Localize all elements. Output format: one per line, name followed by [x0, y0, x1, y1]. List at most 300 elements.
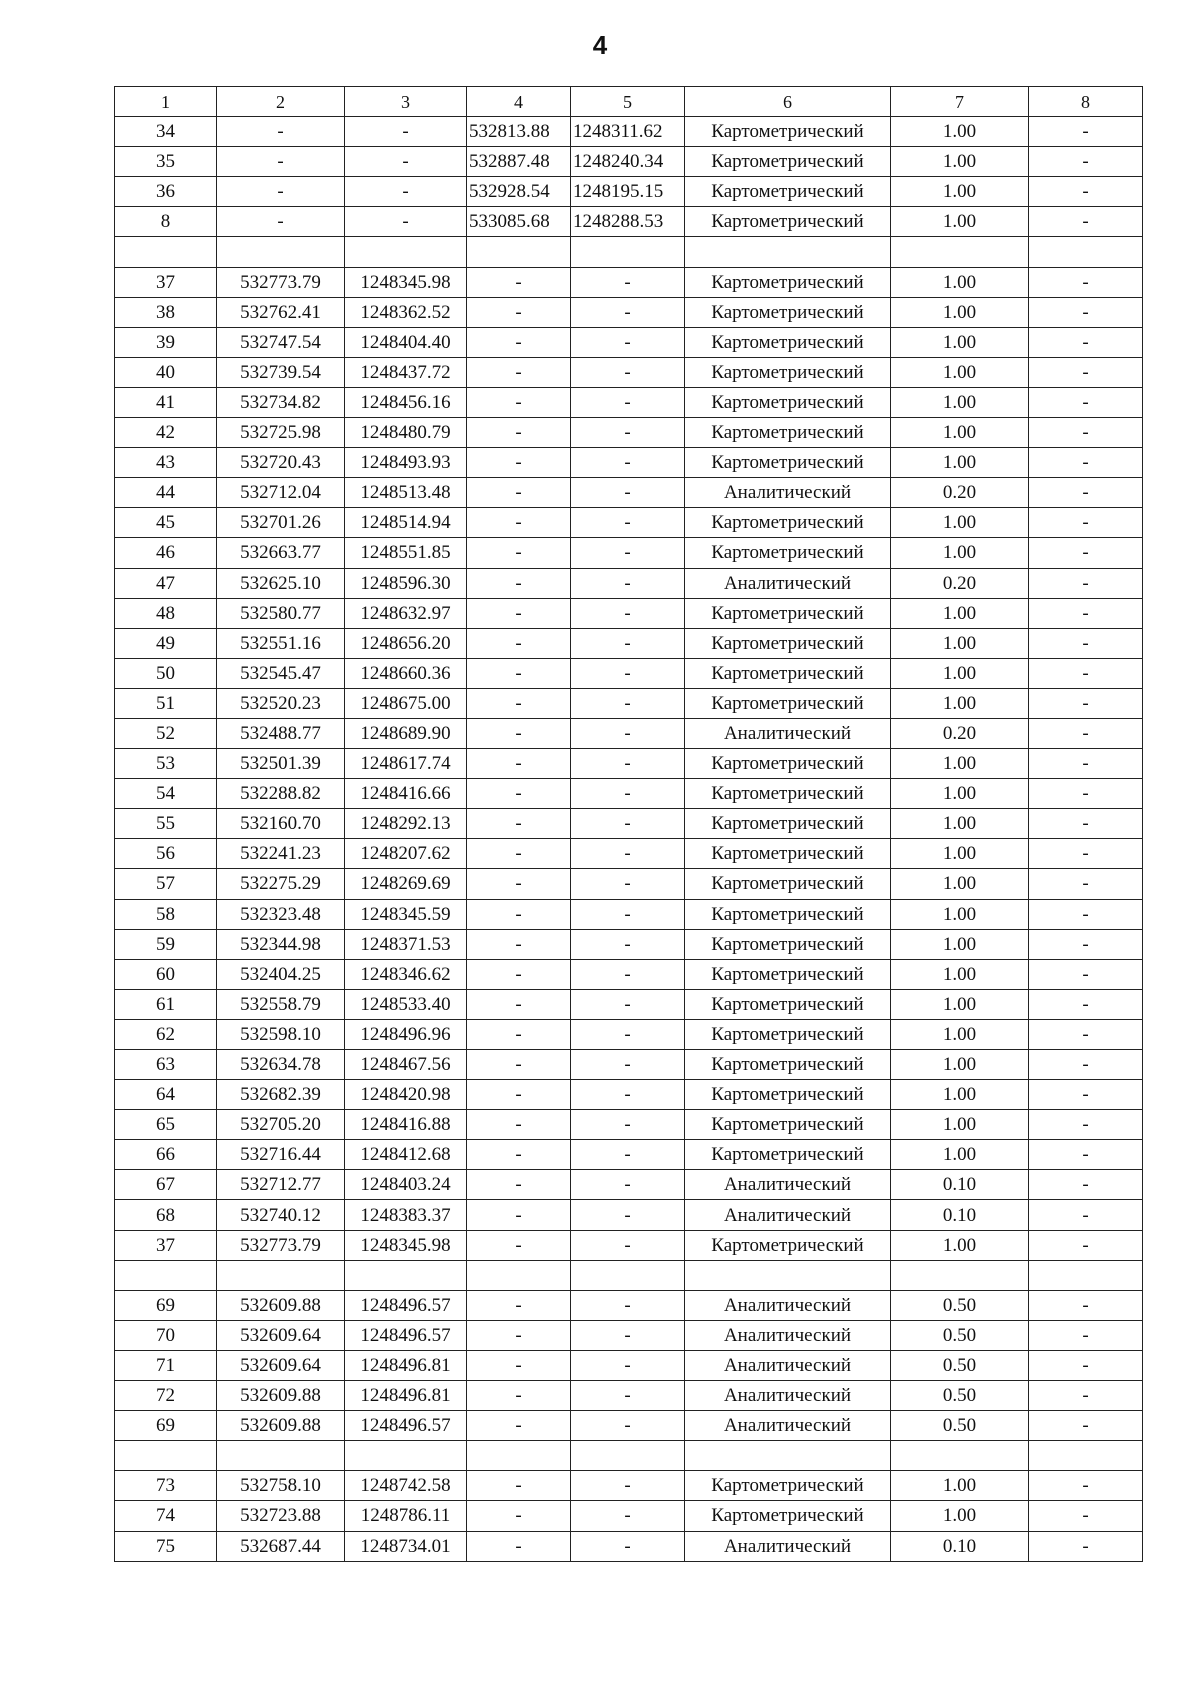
- point-number-cell: 49: [115, 628, 217, 658]
- accuracy-cell: 1.00: [891, 1230, 1029, 1260]
- y-coordinate-cell: 1248493.93: [345, 448, 467, 478]
- table-row: [115, 1471, 1143, 1501]
- y-alt-coordinate-cell: -: [571, 508, 685, 538]
- accuracy-cell: 1.00: [891, 899, 1029, 929]
- accuracy-cell: 1.00: [891, 1471, 1029, 1501]
- note-cell: -: [1029, 1501, 1143, 1531]
- point-number-cell: 42: [115, 418, 217, 448]
- x-coordinate-cell: 532344.98: [217, 929, 345, 959]
- note-cell: -: [1029, 177, 1143, 207]
- x-alt-coordinate-cell: -: [467, 989, 571, 1019]
- y-coordinate-cell: 1248383.37: [345, 1200, 467, 1230]
- method-cell: Картометрический: [685, 839, 891, 869]
- x-alt-coordinate-cell: -: [467, 809, 571, 839]
- y-coordinate-cell: 1248496.57: [345, 1320, 467, 1350]
- point-number-cell: 74: [115, 1501, 217, 1531]
- point-number-cell: 72: [115, 1381, 217, 1411]
- point-number-cell: 69: [115, 1290, 217, 1320]
- accuracy-cell: 0.10: [891, 1200, 1029, 1230]
- accuracy-cell: 1.00: [891, 779, 1029, 809]
- method-cell: Аналитический: [685, 718, 891, 748]
- accuracy-cell: 1.00: [891, 749, 1029, 779]
- table-separator-row: [115, 1260, 1143, 1290]
- point-number-cell: 55: [115, 809, 217, 839]
- x-alt-coordinate-cell: -: [467, 1110, 571, 1140]
- x-coordinate-cell: 532545.47: [217, 658, 345, 688]
- y-coordinate-cell: 1248660.36: [345, 658, 467, 688]
- table-header-row: [115, 87, 1143, 117]
- point-number-cell: 44: [115, 478, 217, 508]
- x-coordinate-cell: 532773.79: [217, 1230, 345, 1260]
- y-coordinate-cell: 1248207.62: [345, 839, 467, 869]
- accuracy-cell: 1.00: [891, 628, 1029, 658]
- method-cell: Картометрический: [685, 989, 891, 1019]
- y-coordinate-cell: 1248496.81: [345, 1381, 467, 1411]
- note-cell: -: [1029, 899, 1143, 929]
- method-cell: Аналитический: [685, 1381, 891, 1411]
- point-number-cell: 37: [115, 1230, 217, 1260]
- empty-cell: [217, 237, 345, 267]
- note-cell: -: [1029, 1110, 1143, 1140]
- empty-cell: [467, 237, 571, 267]
- x-coordinate-cell: 532580.77: [217, 598, 345, 628]
- method-cell: Картометрический: [685, 809, 891, 839]
- empty-cell: [345, 237, 467, 267]
- accuracy-cell: 1.00: [891, 929, 1029, 959]
- y-coordinate-cell: 1248292.13: [345, 809, 467, 839]
- y-coordinate-cell: -: [345, 207, 467, 237]
- table-row: [115, 1110, 1143, 1140]
- accuracy-cell: 0.50: [891, 1320, 1029, 1350]
- accuracy-cell: 0.50: [891, 1411, 1029, 1441]
- empty-cell: [345, 1441, 467, 1471]
- accuracy-cell: 1.00: [891, 1050, 1029, 1080]
- y-alt-coordinate-cell: -: [571, 779, 685, 809]
- empty-cell: [685, 237, 891, 267]
- y-alt-coordinate-cell: -: [571, 598, 685, 628]
- empty-cell: [685, 1441, 891, 1471]
- method-cell: Аналитический: [685, 1200, 891, 1230]
- y-coordinate-cell: 1248675.00: [345, 688, 467, 718]
- method-cell: Картометрический: [685, 267, 891, 297]
- empty-cell: [467, 1260, 571, 1290]
- y-alt-coordinate-cell: -: [571, 267, 685, 297]
- point-number-cell: 34: [115, 117, 217, 147]
- y-alt-coordinate-cell: -: [571, 1140, 685, 1170]
- accuracy-cell: 1.00: [891, 538, 1029, 568]
- point-number-cell: 43: [115, 448, 217, 478]
- x-coordinate-cell: 532687.44: [217, 1531, 345, 1561]
- method-cell: Картометрический: [685, 448, 891, 478]
- method-cell: Картометрический: [685, 538, 891, 568]
- x-alt-coordinate-cell: 532813.88: [467, 117, 571, 147]
- note-cell: -: [1029, 1320, 1143, 1350]
- point-number-cell: 51: [115, 688, 217, 718]
- note-cell: -: [1029, 1350, 1143, 1380]
- empty-cell: [1029, 1441, 1143, 1471]
- method-cell: Аналитический: [685, 1350, 891, 1380]
- empty-cell: [571, 1260, 685, 1290]
- empty-cell: [571, 237, 685, 267]
- note-cell: -: [1029, 508, 1143, 538]
- x-coordinate-cell: 532625.10: [217, 568, 345, 598]
- note-cell: -: [1029, 1050, 1143, 1080]
- method-cell: Картометрический: [685, 418, 891, 448]
- x-alt-coordinate-cell: -: [467, 418, 571, 448]
- point-number-cell: 53: [115, 749, 217, 779]
- point-number-cell: 39: [115, 327, 217, 357]
- note-cell: -: [1029, 1471, 1143, 1501]
- y-alt-coordinate-cell: -: [571, 387, 685, 417]
- y-alt-coordinate-cell: -: [571, 478, 685, 508]
- table-row: [115, 1350, 1143, 1380]
- method-cell: Картометрический: [685, 779, 891, 809]
- table-row: [115, 1019, 1143, 1049]
- accuracy-cell: 0.10: [891, 1531, 1029, 1561]
- empty-cell: [345, 1260, 467, 1290]
- table-row: [115, 1531, 1143, 1561]
- table-row: [115, 177, 1143, 207]
- table-row: [115, 357, 1143, 387]
- point-number-cell: 60: [115, 959, 217, 989]
- x-coordinate-cell: 532682.39: [217, 1080, 345, 1110]
- x-alt-coordinate-cell: -: [467, 598, 571, 628]
- accuracy-cell: 0.50: [891, 1350, 1029, 1380]
- x-coordinate-cell: 532720.43: [217, 448, 345, 478]
- x-alt-coordinate-cell: -: [467, 478, 571, 508]
- y-coordinate-cell: -: [345, 177, 467, 207]
- y-alt-coordinate-cell: -: [571, 568, 685, 598]
- note-cell: -: [1029, 989, 1143, 1019]
- table-row: [115, 1050, 1143, 1080]
- y-alt-coordinate-cell: -: [571, 1411, 685, 1441]
- point-number-cell: 52: [115, 718, 217, 748]
- point-number-cell: 65: [115, 1110, 217, 1140]
- y-coordinate-cell: 1248496.57: [345, 1290, 467, 1320]
- y-alt-coordinate-cell: -: [571, 1350, 685, 1380]
- x-coordinate-cell: 532609.88: [217, 1381, 345, 1411]
- x-alt-coordinate-cell: -: [467, 1050, 571, 1080]
- method-cell: Аналитический: [685, 1320, 891, 1350]
- y-coordinate-cell: 1248412.68: [345, 1140, 467, 1170]
- empty-cell: [1029, 1260, 1143, 1290]
- accuracy-cell: 1.00: [891, 1501, 1029, 1531]
- y-alt-coordinate-cell: -: [571, 1230, 685, 1260]
- table-body: [115, 87, 1143, 1562]
- y-coordinate-cell: 1248269.69: [345, 869, 467, 899]
- x-alt-coordinate-cell: -: [467, 929, 571, 959]
- y-alt-coordinate-cell: -: [571, 869, 685, 899]
- accuracy-cell: 0.20: [891, 718, 1029, 748]
- note-cell: -: [1029, 628, 1143, 658]
- y-alt-coordinate-cell: -: [571, 1019, 685, 1049]
- note-cell: -: [1029, 839, 1143, 869]
- y-alt-coordinate-cell: -: [571, 1531, 685, 1561]
- method-cell: Картометрический: [685, 297, 891, 327]
- table-row: [115, 869, 1143, 899]
- x-coordinate-cell: 532663.77: [217, 538, 345, 568]
- empty-cell: [115, 1441, 217, 1471]
- point-number-cell: 66: [115, 1140, 217, 1170]
- point-number-cell: 71: [115, 1350, 217, 1380]
- accuracy-cell: 1.00: [891, 989, 1029, 1019]
- empty-cell: [891, 237, 1029, 267]
- accuracy-cell: 1.00: [891, 147, 1029, 177]
- y-coordinate-cell: 1248416.66: [345, 779, 467, 809]
- x-alt-coordinate-cell: -: [467, 448, 571, 478]
- table-row: [115, 267, 1143, 297]
- y-alt-coordinate-cell: -: [571, 628, 685, 658]
- method-cell: Картометрический: [685, 749, 891, 779]
- note-cell: -: [1029, 869, 1143, 899]
- note-cell: -: [1029, 1290, 1143, 1320]
- empty-cell: [217, 1441, 345, 1471]
- table-row: [115, 1501, 1143, 1531]
- point-number-cell: 73: [115, 1471, 217, 1501]
- x-alt-coordinate-cell: -: [467, 1320, 571, 1350]
- x-coordinate-cell: 532723.88: [217, 1501, 345, 1531]
- point-number-cell: 63: [115, 1050, 217, 1080]
- point-number-cell: 46: [115, 538, 217, 568]
- table-row: [115, 989, 1143, 1019]
- method-cell: Картометрический: [685, 598, 891, 628]
- table-row: [115, 1290, 1143, 1320]
- x-coordinate-cell: 532288.82: [217, 779, 345, 809]
- point-number-cell: 57: [115, 869, 217, 899]
- empty-cell: [467, 1441, 571, 1471]
- point-number-cell: 62: [115, 1019, 217, 1049]
- x-alt-coordinate-cell: -: [467, 1350, 571, 1380]
- y-coordinate-cell: 1248596.30: [345, 568, 467, 598]
- table-row: [115, 809, 1143, 839]
- x-coordinate-cell: 532705.20: [217, 1110, 345, 1140]
- empty-cell: [571, 1441, 685, 1471]
- method-cell: Аналитический: [685, 1411, 891, 1441]
- table-row: [115, 568, 1143, 598]
- note-cell: -: [1029, 1230, 1143, 1260]
- y-alt-coordinate-cell: -: [571, 1050, 685, 1080]
- y-coordinate-cell: 1248437.72: [345, 357, 467, 387]
- method-cell: Картометрический: [685, 1019, 891, 1049]
- accuracy-cell: 1.00: [891, 809, 1029, 839]
- method-cell: Картометрический: [685, 508, 891, 538]
- method-cell: Картометрический: [685, 658, 891, 688]
- y-coordinate-cell: 1248734.01: [345, 1531, 467, 1561]
- table-row: [115, 538, 1143, 568]
- y-alt-coordinate-cell: 1248288.53: [571, 207, 685, 237]
- table-row: [115, 448, 1143, 478]
- y-coordinate-cell: 1248632.97: [345, 598, 467, 628]
- table-row: [115, 658, 1143, 688]
- point-number-cell: 56: [115, 839, 217, 869]
- x-alt-coordinate-cell: -: [467, 357, 571, 387]
- y-coordinate-cell: 1248496.96: [345, 1019, 467, 1049]
- y-alt-coordinate-cell: 1248311.62: [571, 117, 685, 147]
- y-alt-coordinate-cell: -: [571, 718, 685, 748]
- y-alt-coordinate-cell: -: [571, 839, 685, 869]
- x-coordinate-cell: 532551.16: [217, 628, 345, 658]
- y-alt-coordinate-cell: 1248195.15: [571, 177, 685, 207]
- x-coordinate-cell: -: [217, 207, 345, 237]
- column-header: 4: [467, 87, 571, 117]
- x-coordinate-cell: 532734.82: [217, 387, 345, 417]
- accuracy-cell: 1.00: [891, 267, 1029, 297]
- note-cell: -: [1029, 267, 1143, 297]
- method-cell: Картометрический: [685, 1050, 891, 1080]
- x-alt-coordinate-cell: -: [467, 297, 571, 327]
- y-coordinate-cell: 1248496.81: [345, 1350, 467, 1380]
- x-alt-coordinate-cell: 533085.68: [467, 207, 571, 237]
- method-cell: Аналитический: [685, 1170, 891, 1200]
- table-row: [115, 207, 1143, 237]
- x-coordinate-cell: 532634.78: [217, 1050, 345, 1080]
- point-number-cell: 48: [115, 598, 217, 628]
- accuracy-cell: 1.00: [891, 839, 1029, 869]
- y-coordinate-cell: 1248480.79: [345, 418, 467, 448]
- y-coordinate-cell: 1248513.48: [345, 478, 467, 508]
- method-cell: Аналитический: [685, 1531, 891, 1561]
- note-cell: -: [1029, 147, 1143, 177]
- x-coordinate-cell: 532275.29: [217, 869, 345, 899]
- table-row: [115, 147, 1143, 177]
- method-cell: Картометрический: [685, 1080, 891, 1110]
- y-coordinate-cell: 1248689.90: [345, 718, 467, 748]
- point-number-cell: 58: [115, 899, 217, 929]
- accuracy-cell: 1.00: [891, 598, 1029, 628]
- x-alt-coordinate-cell: -: [467, 1411, 571, 1441]
- y-alt-coordinate-cell: 1248240.34: [571, 147, 685, 177]
- x-coordinate-cell: 532716.44: [217, 1140, 345, 1170]
- table-row: [115, 418, 1143, 448]
- x-alt-coordinate-cell: -: [467, 628, 571, 658]
- note-cell: -: [1029, 598, 1143, 628]
- point-number-cell: 75: [115, 1531, 217, 1561]
- point-number-cell: 64: [115, 1080, 217, 1110]
- point-number-cell: 54: [115, 779, 217, 809]
- x-alt-coordinate-cell: -: [467, 1080, 571, 1110]
- table-row: [115, 959, 1143, 989]
- x-coordinate-cell: 532609.88: [217, 1411, 345, 1441]
- method-cell: Картометрический: [685, 869, 891, 899]
- table-row: [115, 749, 1143, 779]
- table-row: [115, 1411, 1143, 1441]
- point-number-cell: 45: [115, 508, 217, 538]
- table-row: [115, 779, 1143, 809]
- table-row: [115, 297, 1143, 327]
- x-alt-coordinate-cell: -: [467, 899, 571, 929]
- table-separator-row: [115, 237, 1143, 267]
- y-alt-coordinate-cell: -: [571, 959, 685, 989]
- note-cell: -: [1029, 1019, 1143, 1049]
- table-row: [115, 839, 1143, 869]
- y-alt-coordinate-cell: -: [571, 989, 685, 1019]
- x-coordinate-cell: 532609.64: [217, 1320, 345, 1350]
- note-cell: -: [1029, 538, 1143, 568]
- note-cell: -: [1029, 297, 1143, 327]
- table-row: [115, 387, 1143, 417]
- accuracy-cell: 1.00: [891, 869, 1029, 899]
- x-alt-coordinate-cell: -: [467, 869, 571, 899]
- note-cell: -: [1029, 959, 1143, 989]
- x-alt-coordinate-cell: -: [467, 1501, 571, 1531]
- y-coordinate-cell: 1248496.57: [345, 1411, 467, 1441]
- note-cell: -: [1029, 688, 1143, 718]
- table-row: [115, 1170, 1143, 1200]
- column-header: 7: [891, 87, 1029, 117]
- method-cell: Картометрический: [685, 628, 891, 658]
- x-alt-coordinate-cell: -: [467, 1200, 571, 1230]
- note-cell: -: [1029, 387, 1143, 417]
- x-alt-coordinate-cell: -: [467, 749, 571, 779]
- x-coordinate-cell: 532609.88: [217, 1290, 345, 1320]
- y-alt-coordinate-cell: -: [571, 1080, 685, 1110]
- y-alt-coordinate-cell: -: [571, 899, 685, 929]
- empty-cell: [115, 237, 217, 267]
- table-row: [115, 1230, 1143, 1260]
- y-alt-coordinate-cell: -: [571, 327, 685, 357]
- method-cell: Аналитический: [685, 1290, 891, 1320]
- x-coordinate-cell: 532739.54: [217, 357, 345, 387]
- table-row: [115, 478, 1143, 508]
- y-alt-coordinate-cell: -: [571, 1110, 685, 1140]
- accuracy-cell: 0.50: [891, 1290, 1029, 1320]
- x-alt-coordinate-cell: -: [467, 959, 571, 989]
- note-cell: -: [1029, 658, 1143, 688]
- accuracy-cell: 1.00: [891, 418, 1029, 448]
- note-cell: -: [1029, 749, 1143, 779]
- method-cell: Картометрический: [685, 327, 891, 357]
- accuracy-cell: 1.00: [891, 297, 1029, 327]
- x-alt-coordinate-cell: 532887.48: [467, 147, 571, 177]
- note-cell: -: [1029, 448, 1143, 478]
- method-cell: Картометрический: [685, 959, 891, 989]
- y-alt-coordinate-cell: -: [571, 297, 685, 327]
- x-alt-coordinate-cell: -: [467, 508, 571, 538]
- y-alt-coordinate-cell: -: [571, 538, 685, 568]
- x-alt-coordinate-cell: -: [467, 1170, 571, 1200]
- x-alt-coordinate-cell: -: [467, 1471, 571, 1501]
- table-row: [115, 1320, 1143, 1350]
- x-alt-coordinate-cell: -: [467, 1140, 571, 1170]
- x-coordinate-cell: 532773.79: [217, 267, 345, 297]
- y-coordinate-cell: 1248551.85: [345, 538, 467, 568]
- note-cell: -: [1029, 207, 1143, 237]
- method-cell: Картометрический: [685, 1110, 891, 1140]
- x-coordinate-cell: 532241.23: [217, 839, 345, 869]
- y-alt-coordinate-cell: -: [571, 658, 685, 688]
- point-number-cell: 40: [115, 357, 217, 387]
- y-coordinate-cell: 1248742.58: [345, 1471, 467, 1501]
- y-coordinate-cell: 1248533.40: [345, 989, 467, 1019]
- x-alt-coordinate-cell: -: [467, 688, 571, 718]
- table-row: [115, 327, 1143, 357]
- y-coordinate-cell: 1248404.40: [345, 327, 467, 357]
- accuracy-cell: 1.00: [891, 658, 1029, 688]
- column-header: 2: [217, 87, 345, 117]
- y-coordinate-cell: 1248786.11: [345, 1501, 467, 1531]
- method-cell: Картометрический: [685, 899, 891, 929]
- x-coordinate-cell: 532712.77: [217, 1170, 345, 1200]
- method-cell: Картометрический: [685, 1230, 891, 1260]
- method-cell: Картометрический: [685, 207, 891, 237]
- x-coordinate-cell: 532762.41: [217, 297, 345, 327]
- note-cell: -: [1029, 478, 1143, 508]
- table-row: [115, 117, 1143, 147]
- column-header: 3: [345, 87, 467, 117]
- y-coordinate-cell: -: [345, 117, 467, 147]
- x-coordinate-cell: 532712.04: [217, 478, 345, 508]
- y-coordinate-cell: 1248345.98: [345, 267, 467, 297]
